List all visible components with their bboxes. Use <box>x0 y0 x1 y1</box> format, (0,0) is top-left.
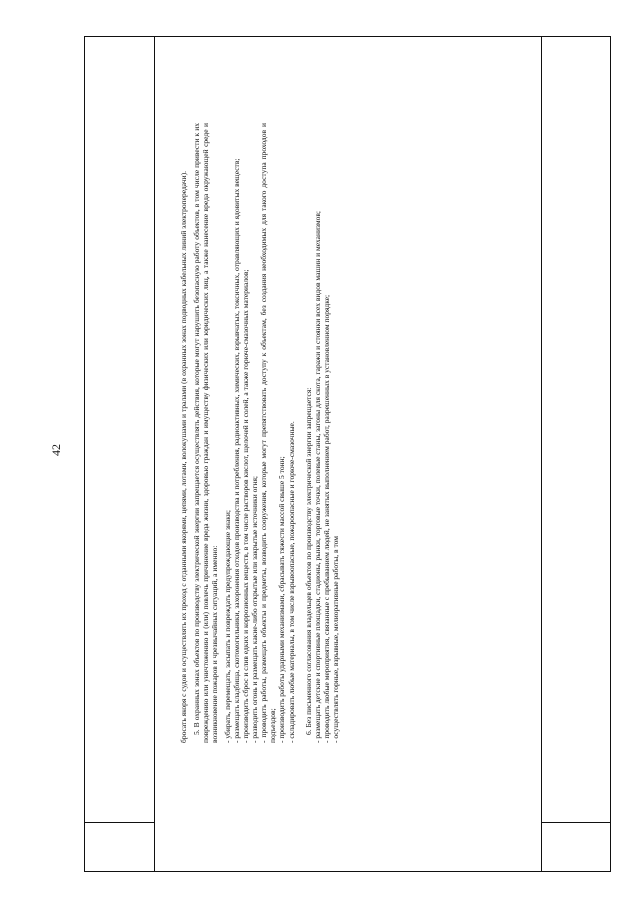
page-number: 42 <box>49 444 63 456</box>
intro-paragraph: бросать якоря с судов и осуществлять их проход с отданными якорями, цепями, лотами, волокушами и тралами (в охранных зонах подводных кабельных линий электропередачи). <box>179 171 188 743</box>
section-5-item: - складировать любые материалы, в том числе взрывоопасные, пожароопасные и горюче-смазочные. <box>286 421 296 743</box>
section-6-item: - проводить любые мероприятия, связанные с пребыванием людей, не занятых выполнением работ, разрешенных в установленном порядке; <box>321 294 331 743</box>
section-6-item: - осуществлять горные, взрывные, мелиоративные работы, в том <box>330 536 340 743</box>
section-6-heading: 6. Без письменного согласования владельцев объектов по производству электрической энергии запрещается: <box>303 387 313 735</box>
section-5-item: - производить сброс и слив едких и коррозионных веществ, в том числе растворов кислот, щелочей и солей, а также горюче-смазочных материалов; <box>241 269 251 743</box>
section-5-item: - разводить огонь и размещать какие-либо открытые или закрытые источники огня; <box>250 475 260 743</box>
table-border-top <box>84 36 611 37</box>
table-row-divider-left <box>84 822 154 823</box>
table-border-cell-right <box>541 36 542 872</box>
section-5-item: - убирать, перемещать, засыпать и повреждать предупреждающие знаки; <box>223 509 233 743</box>
table-border-cell-left <box>154 36 155 872</box>
table-row-divider-right <box>541 822 611 823</box>
section-5-item: - размещать кладбища, скотомогильники, захоронения отходов производства и потребления, радиоактивных, химических, взрывчатых, токсичных, отравляющих и ядовитых веществ; <box>232 158 242 743</box>
section-6-item: - размещать детские и спортивные площадки, стадионы, рынки, торговые точки, полевые станы, загоны для скота, гаражи и стоянки всех видов машин и механизмов; <box>312 211 322 743</box>
table-border-bottom <box>84 871 611 872</box>
table-border-right <box>610 36 611 872</box>
section-5-item: - проводить работы, размещать объекты и предметы, возводить сооружения, которые могут препятствовать доступу к объектам, без создания необходимых для такого доступа проходов и подъездов; <box>259 123 278 743</box>
section-5-heading: 5. В охранных зонах объектов по производству электрической энергии запрещается осуществлять действия, которые могут нарушить безопасную работу объектов, в том числе привести к их повреждению или уничтожению и (или) повлечь причинение вреда жизни, здоровью граждан и имуществу физических или юридических лиц, а также нанесение вреда окружающей среде и возникновение пожаров и чрезвычайных ситуаций, а именно: <box>192 123 220 743</box>
rotated-table-sheet <box>84 0 611 905</box>
text-cell <box>179 123 515 743</box>
table-border-left <box>84 36 85 872</box>
section-5-item: - производить работы ударными механизмами, сбрасывать тяжести массой свыше 5 тонн; <box>277 456 287 743</box>
